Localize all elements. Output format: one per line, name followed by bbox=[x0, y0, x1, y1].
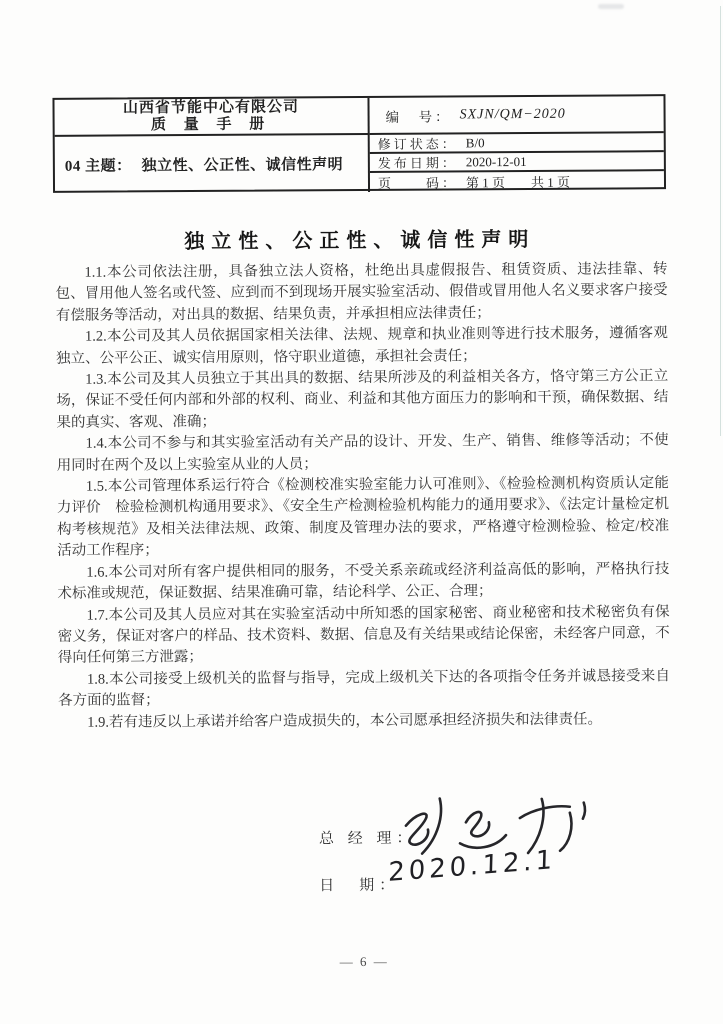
page-number-label: 页 码： bbox=[377, 175, 459, 191]
section-cell bbox=[55, 135, 370, 194]
page-number-value: 第 1 页 共 1 页 bbox=[465, 174, 571, 191]
paragraph-1-6: 1.6.本公司对所有客户提供相同的服务，不受关系亲疏或经济利益高低的影响，严格执行技术标准或规范，保证数据、结果准确可靠，结论科学、公正、合理； bbox=[57, 560, 670, 602]
company-name: 山西省节能中心有限公司 bbox=[122, 98, 300, 116]
handwritten-date: 2020.12.1 bbox=[387, 844, 557, 888]
revision-status-label: 修订状态： bbox=[377, 136, 458, 152]
general-manager-label: 总 经 理： bbox=[318, 830, 417, 848]
manual-title: 质 量 手 册 bbox=[150, 116, 272, 133]
section-label: 04 主题： bbox=[64, 158, 132, 175]
paragraph-1-1: 1.1.本公司依法注册，具备独立法人资格，杜绝出具虚假报告、租赁资质、违法挂靠、转包、冒用他人签名或代签、应到而不到现场开展实验室活动、假借或冒用他人名义要求客户接受有偿服务等活动，对出具的数据、结果负责，并承担相应法律责任； bbox=[55, 261, 668, 324]
footer-page-number: — 6 — bbox=[339, 953, 389, 970]
scan-smudge bbox=[598, 4, 624, 9]
section-title: 独立性、公正性、诚信性声明 bbox=[141, 157, 344, 175]
paragraph-1-8: 1.8.本公司接受上级机关的监督与指导，完成上级机关下达的各项指令任务并诚恳接受来自各方面的监督； bbox=[58, 667, 671, 709]
date-label: 日 期： bbox=[319, 877, 400, 895]
doc-number-value: SXJN/QM−2020 bbox=[459, 106, 566, 122]
company-cell bbox=[54, 98, 369, 137]
paragraph-1-9: 1.9.若有违反以上承诺并给客户造成损失的，本公司愿承担经济损失和法律责任。 bbox=[87, 711, 603, 731]
scan-edge-line bbox=[720, 6, 721, 436]
revision-status-value: B/0 bbox=[465, 134, 485, 150]
paragraph-1-5: 1.5.本公司管理体系运行符合《检测校准实验室能力认可准则》、《检验检测机构资质认定能力评价 检验检测机构通用要求》、《安全生产检测检验机构能力的通用要求》、《法定计量检定机构考核规范》及相关法律法规、政策、制度及管理办法的要求，严格遵守检测检验、检定/校准活动工作程序； bbox=[56, 475, 670, 560]
document-body bbox=[55, 259, 670, 734]
issue-date-label: 发布日期： bbox=[377, 155, 458, 171]
paragraph-1-7: 1.7.本公司及其人员应对其在实验室活动中所知悉的国家秘密、商业秘密和技术秘密负有保密义务，保证对客户的样品、技术资料、数据、信息及有关结果或结论保密，未经客户同意，不得向任何第三方泄露； bbox=[57, 603, 670, 667]
issue-date-cell bbox=[370, 152, 664, 173]
page-number-cell bbox=[370, 171, 664, 192]
paragraph-1-4: 1.4.本公司不参与和其实验室活动有关产品的设计、开发、生产、销售、维修等活动；不使用同时在两个及以上实验室从业的人员； bbox=[56, 432, 669, 474]
paragraph-1-2: 1.2.本公司及其人员依据国家相关法律、法规、规章和执业准则等进行技术服务，遵循客观独立、公平公正、诚实信用原则，恪守职业道德，承担社会责任； bbox=[56, 325, 668, 367]
revision-status-cell bbox=[370, 133, 664, 154]
header-table bbox=[52, 94, 666, 193]
doc-number-cell bbox=[369, 96, 663, 135]
paragraph-1-3: 1.3.本公司及其人员独立于其出具的数据、结果所涉及的利益相关各方，恪守第三方公正立场，保证不受任何内部和外部的权利、商业、利益和其他方面压力的影响和干预，确保数据、结果的真实、客观、准确； bbox=[56, 368, 669, 431]
doc-number-label: 编 号： bbox=[385, 108, 452, 125]
document-title: 独立性、公正性、诚信性声明 bbox=[184, 228, 536, 254]
issue-date-value: 2020-12-01 bbox=[465, 153, 527, 169]
